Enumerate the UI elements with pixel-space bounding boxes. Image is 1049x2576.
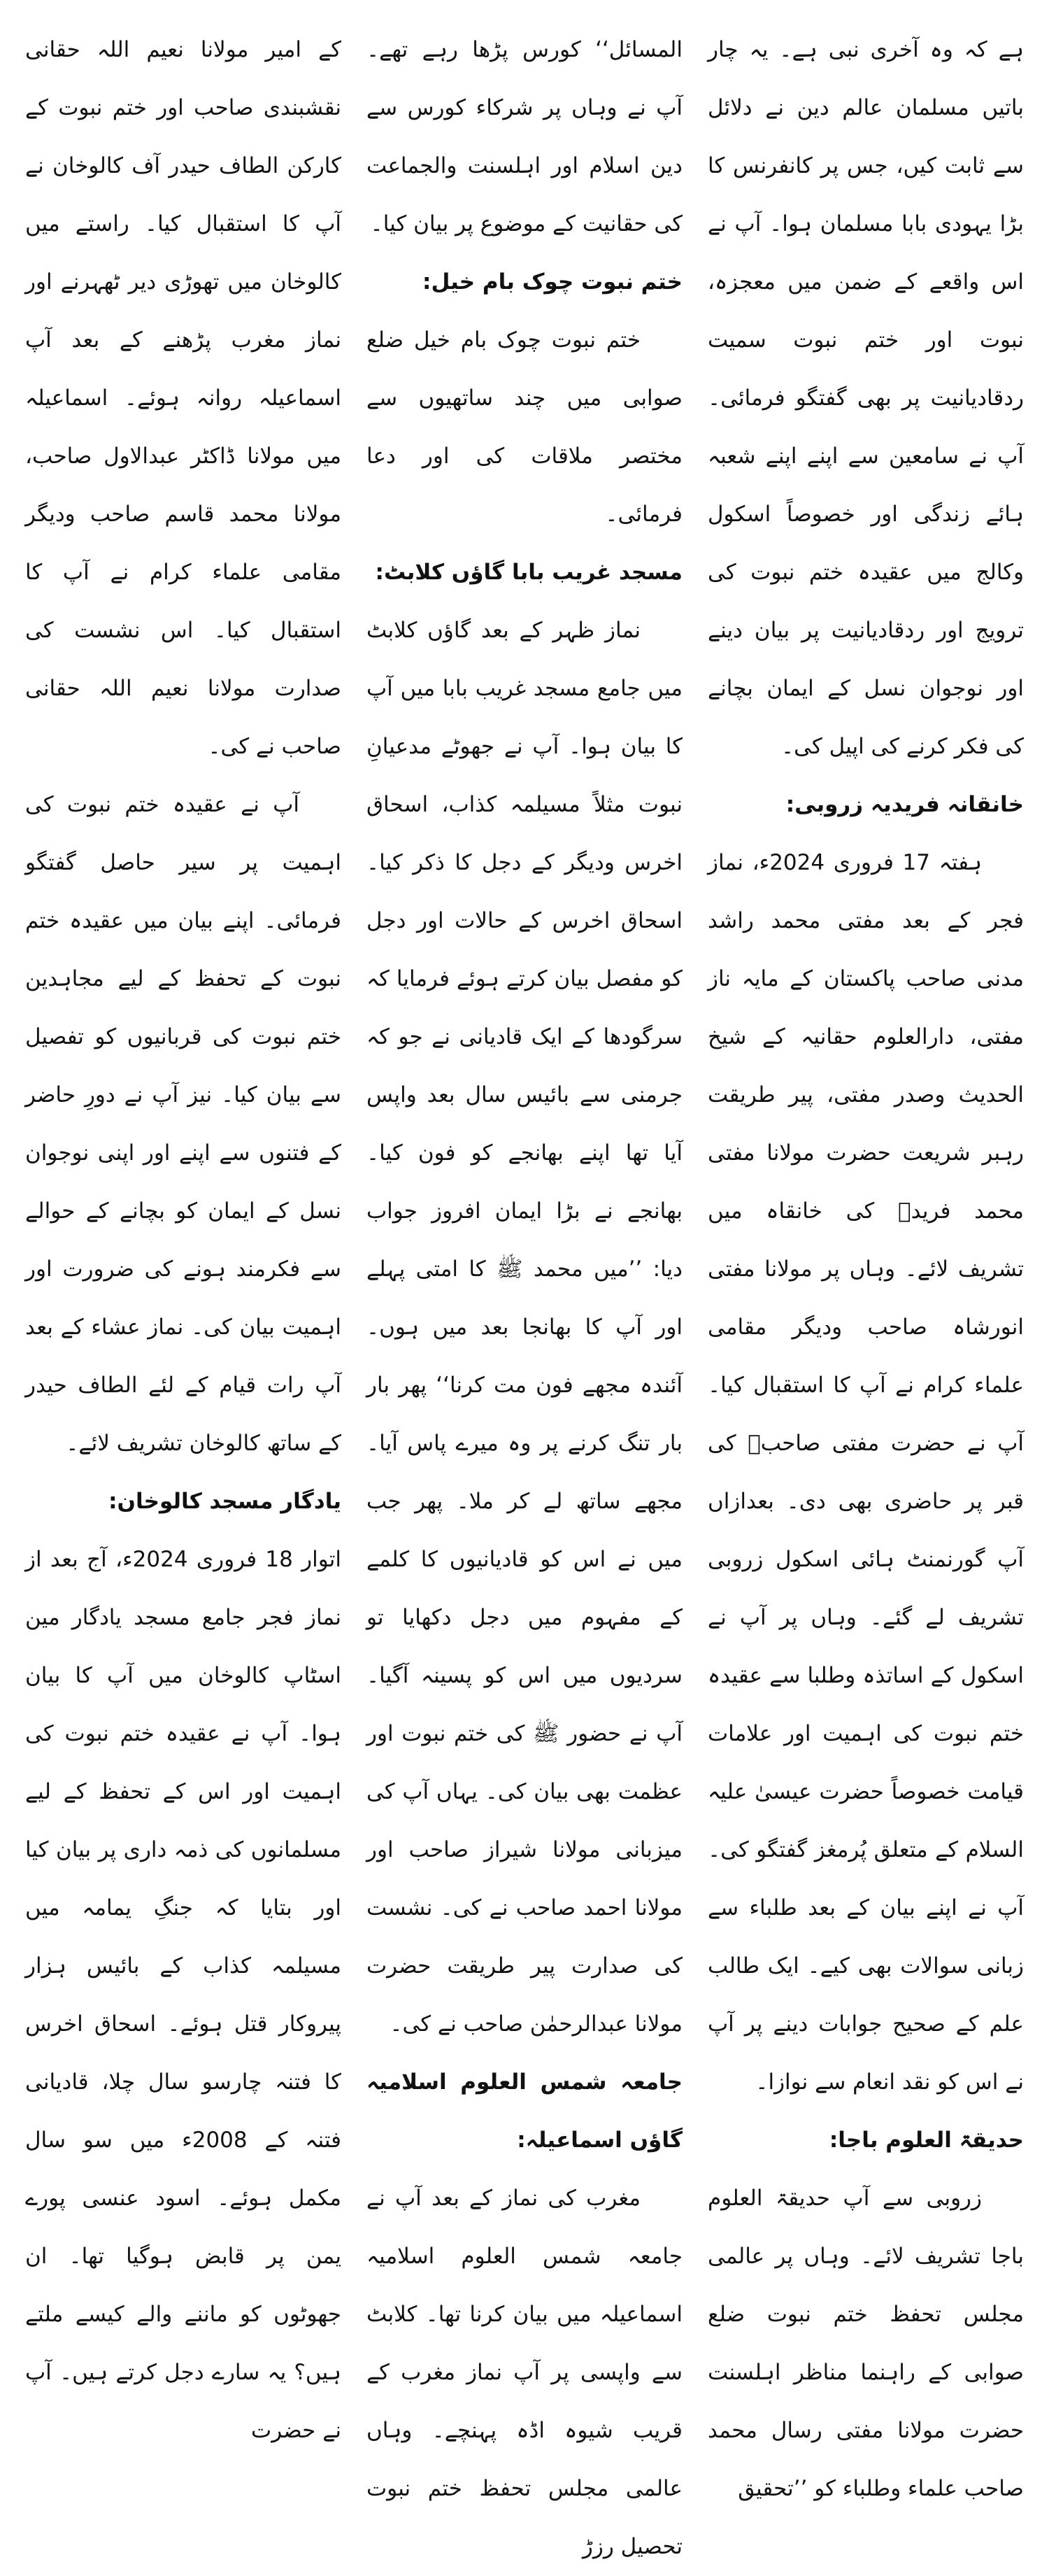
- section-heading: خانقانہ فریدیہ زروبی:: [785, 792, 1024, 817]
- column-left: [25, 21, 341, 2443]
- paragraph: ختم نبوت چوک بام خیل ضلع صوابی میں چند ساتھیوں سے مختصر ملاقات کی اور دعا فرمائی۔: [366, 327, 683, 527]
- section-heading: ختم نبوت چوک بام خیل:: [422, 269, 683, 295]
- paragraph: ہفتہ 17 فروری 2024ء، نماز فجر کے بعد مفتی محمد راشد مدنی صاحب پاکستان کے مایہ ناز مفتی، دارالعلوم حقانیہ کے شیخ الحدیث وصدر مفتی، پیر طریقت رہبر شریعت حضرت مولانا مفتی محمد فریدؒ کی خانقاہ میں تشریف لائے۔ وہاں پر مولانا مفتی انورشاہ صاحب ودیگر مقامی علماء کرام نے آپ کا استقبال کیا۔ آپ نے حضرت مفتی صاحبؒ کی قبر پر حاضری بھی دی۔ بعدازاں آپ گورنمنٹ ہائی اسکول زروبی تشریف لے گئے۔ وہاں پر آپ نے اسکول کے اساتذہ وطلبا سے عقیدہ ختم نبوت کی اہمیت اور علامات قیامت خصوصاً حضرت عیسیٰ علیہ السلام کے متعلق پُرمغز گفتگو کی۔ آپ نے اپنے بیان کے بعد طلباء سے زبانی سوالات بھی کیے۔ ایک طالب علم کے صحیح جوابات دینے پر آپ نے اس کو نقد انعام سے نوازا۔: [708, 850, 1024, 2095]
- section-heading: مسجد غریب بابا گاؤں کلابٹ:: [375, 560, 683, 585]
- section-heading: حدیقۃ العلوم باجا:: [829, 2128, 1024, 2153]
- paragraph: مغرب کی نماز کے بعد آپ نے جامعہ شمس العلوم اسلامیہ اسماعیلہ میں بیان کرنا تھا۔ کلابٹ سے واپسی پر آپ نماز مغرب کے قریب شیوہ اڈہ پہنچے۔ وہاں عالمی مجلس تحفظ ختم نبوت تحصیل رزڑ: [366, 2186, 683, 2559]
- paragraph: ہے کہ وہ آخری نبی ہے۔ یہ چار باتیں مسلمان عالم دین نے دلائل سے ثابت کیں، جس پر کانفرنس کا بڑا یہودی بابا مسلمان ہوا۔ آپ نے اس واقعے کے ضمن میں معجزہ، نبوت اور ختم نبوت سمیت ردقادیانیت پر بھی گفتگو فرمائی۔ آپ نے سامعین سے اپنے اپنے شعبہ ہائے زندگی اور خصوصاً اسکول وکالج میں عقیدہ ختم نبوت کی ترویج اور ردقادیانیت پر بیان دینے اور نوجوان نسل کے ایمان بچانے کی فکر کرنے کی اپیل کی۔: [708, 37, 1024, 759]
- column-middle: [366, 21, 683, 2559]
- paragraph: المسائل‘‘ کورس پڑھا رہے تھے۔ آپ نے وہاں پر شرکاء کورس سے دین اسلام اور اہلسنت والجماعت کی حقانیت کے موضوع پر بیان کیا۔: [366, 37, 683, 236]
- paragraph: کے امیر مولانا نعیم اللہ حقانی نقشبندی صاحب اور ختم نبوت کے کارکن الطاف حیدر آف کالوخان نے آپ کا استقبال کیا۔ راستے میں کالوخان میں تھوڑی دیر ٹھہرنے اور نماز مغرب پڑھنے کے بعد آپ اسماعیلہ روانہ ہوئے۔ اسماعیلہ میں مولانا ڈاکٹر عبدالاول صاحب، مولانا محمد قاسم صاحب ودیگر مقامی علماء کرام نے آپ کا استقبال کیا۔ اس نشست کی صدارت مولانا نعیم اللہ حقانی صاحب نے کی۔: [25, 37, 341, 759]
- section-heading: یادگار مسجد کالوخان:: [108, 1489, 341, 1514]
- paragraph: آپ نے عقیدہ ختم نبوت کی اہمیت پر سیر حاصل گفتگو فرمائی۔ اپنے بیان میں عقیدہ ختم نبوت کے تحفظ کے لیے مجاہدین ختم نبوت کی قربانیوں کو تفصیل سے بیان کیا۔ نیز آپ نے دورِ حاضر کے فتنوں سے اپنے اور اپنی نوجوان نسل کے ایمان کو بچانے کے حوالے سے فکرمند ہونے کی ضرورت اور اہمیت بیان کی۔ نماز عشاء کے بعد آپ رات قیام کے لئے الطاف حیدر کے ساتھ کالوخان تشریف لائے۔: [25, 792, 341, 1456]
- paragraph: زروبی سے آپ حدیقۃ العلوم باجا تشریف لائے۔ وہاں پر عالمی مجلس تحفظ ختم نبوت ضلع صوابی کے راہنما مناظر اہلسنت حضرت مولانا مفتی رسال محمد صاحب علماء وطلباء کو ’’تحقیق: [708, 2186, 1024, 2501]
- paragraph: اتوار 18 فروری 2024ء، آج بعد از نماز فجر جامع مسجد یادگار مین اسٹاپ کالوخان میں آپ کا بیان ہوا۔ آپ نے عقیدہ ختم نبوت کی اہمیت اور اس کے تحفظ کے لیے مسلمانوں کی ذمہ داری پر بیان کیا اور بتایا کہ جنگِ یمامہ میں مسیلمہ کذاب کے بائیس ہزار پیروکار قتل ہوئے۔ اسحاق اخرس کا فتنہ چارسو سال چلا، قادیانی فتنہ کے 2008ء میں سو سال مکمل ہوئے۔ اسود عنسی پورے یمن پر قابض ہوگیا تھا۔ ان جھوٹوں کو ماننے والے کیسے ملتے ہیں؟ یہ سارے دجل کرتے ہیں۔ آپ نے حضرت: [25, 1547, 341, 2443]
- section-heading: جامعہ شمس العلوم اسلامیہ گاؤں اسماعیلہ:: [366, 2069, 683, 2153]
- paragraph: نماز ظہر کے بعد گاؤں کلابٹ میں جامع مسجد غریب بابا میں آپ کا بیان ہوا۔ آپ نے جھوٹے مدعیانِ نبوت مثلاً مسیلمہ کذاب، اسحاق اخرس ودیگر کے دجل کا ذکر کیا۔ اسحاق اخرس کے حالات اور دجل کو مفصل بیان کرتے ہوئے فرمایا کہ سرگودھا کے ایک قادیانی نے جو کہ جرمنی سے بائیس سال بعد واپس آیا تھا اپنے بھانجے کو فون کیا۔ بھانجے نے بڑا ایمان افروز جواب دیا: ’’میں محمد ﷺ کا امتی پہلے اور آپ کا بھانجا بعد میں ہوں۔ آئندہ مجھے فون مت کرنا‘‘ پھر بار بار تنگ کرنے پر وہ میرے پاس آیا۔ مجھے ساتھ لے کر ملا۔ پھر جب میں نے اس کو قادیانیوں کا کلمے کے مفہوم میں دجل دکھایا تو سردیوں میں اس کو پسینہ آگیا۔ آپ نے حضور ﷺ کی ختم نبوت اور عظمت بھی بیان کی۔ یہاں آپ کی میزبانی مولانا شیراز صاحب اور مولانا احمد صاحب نے کی۔ نشست کی صدارت پیر طریقت حضرت مولانا عبدالرحمٰن صاحب نے کی۔: [366, 618, 683, 2037]
- column-right: [708, 21, 1024, 2501]
